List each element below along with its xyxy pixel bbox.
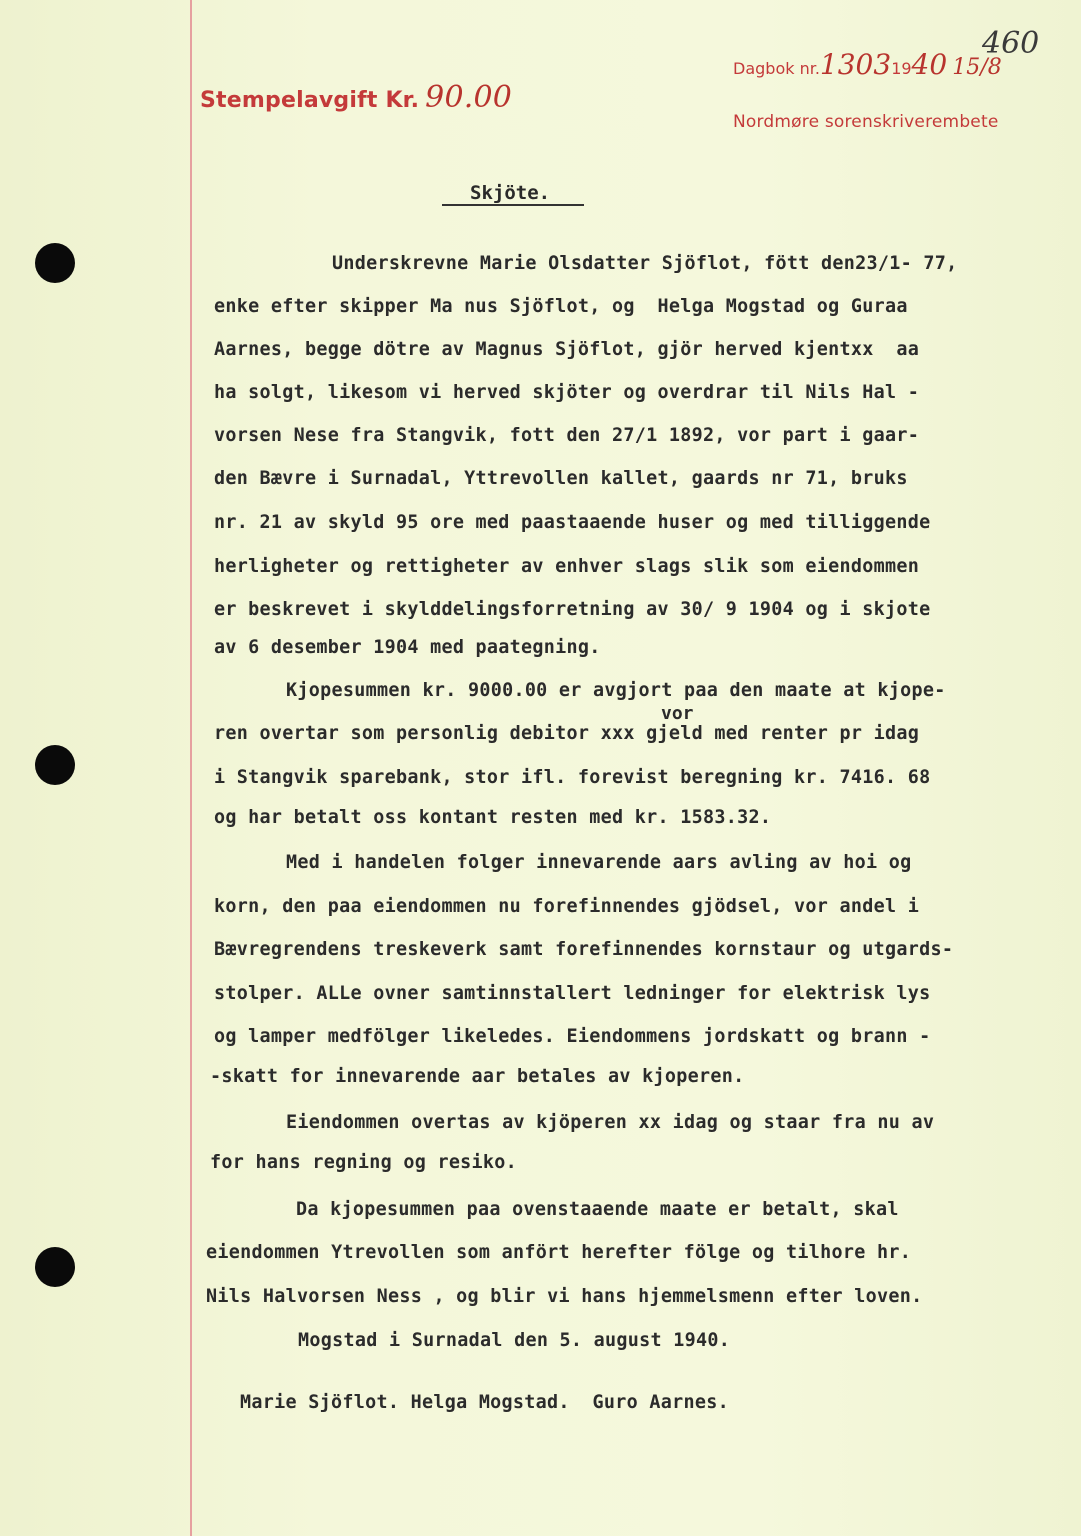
text-line: Kjopesummen kr. 9000.00 er avgjort paa den maate at kjope- [286, 680, 946, 701]
text-line: for hans regning og resiko. [210, 1152, 518, 1173]
stamp-dagbok [733, 48, 1002, 81]
punch-hole [35, 745, 75, 785]
interlinear-insert: vor [661, 703, 694, 724]
text-line: Da kjopesummen paa ovenstaaende maate er betalt, skal [296, 1199, 899, 1220]
stamp-fee-amount: 90.00 [425, 80, 513, 115]
stamp-dagbok-year: 40 [911, 48, 948, 81]
stamp-dagbok-year-prefix: 19 [891, 59, 912, 78]
text-line: Mogstad i Surnadal den 5. august 1940. [298, 1330, 731, 1351]
stamp-fee [200, 80, 512, 115]
document-title: Skjöte. [470, 182, 551, 204]
text-line: av 6 desember 1904 med paategning. [214, 637, 601, 658]
text-line: Eiendommen overtas av kjöperen xx idag og staar fra nu av [286, 1112, 935, 1133]
text-line: Bævregrendens treskeverk samt forefinnendes kornstaur og utgards- [214, 939, 954, 960]
text-line: er beskrevet i skylddelingsforretning av 30/ 9 1904 og i skjote [214, 599, 931, 620]
punch-hole [35, 243, 75, 283]
text-line: Underskrevne Marie Olsdatter Sjöflot, fött den23/1- 77, [332, 253, 958, 274]
margin-line [190, 0, 192, 1536]
text-line: Aarnes, begge dötre av Magnus Sjöflot, gjör herved kjentxx aa [214, 339, 920, 360]
text-line: og har betalt oss kontant resten med kr. 1583.32. [214, 807, 772, 828]
text-line: vorsen Nese fra Stangvik, fott den 27/1 1892, vor part i gaar- [214, 425, 920, 446]
text-line: eiendommen Ytrevollen som anfört herefter fölge og tilhore hr. [206, 1242, 912, 1263]
text-line: enke efter skipper Ma nus Sjöflot, og Helga Mogstad og Guraa [214, 296, 908, 317]
text-line: og lamper medfölger likeledes. Eiendommens jordskatt og brann - [214, 1026, 931, 1047]
text-line: Nils Halvorsen Ness , og blir vi hans hjemmelsmenn efter loven. [206, 1286, 923, 1307]
stamp-dagbok-date: 15/8 [952, 55, 1002, 80]
text-line: ren overtar som personlig debitor xxx gjeld med renter pr idag [214, 723, 920, 744]
title-underline [442, 204, 584, 206]
stamp-fee-label: Stempelavgift Kr. [200, 88, 420, 113]
text-line: stolper. ALLe ovner samtinnstallert ledninger for elektrisk lys [214, 983, 931, 1004]
text-line: korn, den paa eiendommen nu forefinnendes gjödsel, vor andel i [214, 896, 920, 917]
page-number: 460 [982, 26, 1040, 61]
text-line: ha solgt, likesom vi herved skjöter og overdrar til Nils Hal - [214, 382, 920, 403]
text-line: herligheter og rettigheter av enhver slags slik som eiendommen [214, 556, 920, 577]
text-line: -skatt for innevarende aar betales av kjoperen. [210, 1066, 745, 1087]
text-line: i Stangvik sparebank, stor ifl. forevist beregning kr. 7416. 68 [214, 767, 931, 788]
signature-line: Marie Sjöflot. Helga Mogstad. Guro Aarnes. [240, 1392, 729, 1413]
stamp-dagbok-label: Dagbok nr. [733, 59, 820, 78]
text-line: nr. 21 av skyld 95 ore med paastaaende huser og med tilliggende [214, 512, 931, 533]
stamp-dagbok-number: 1303 [819, 48, 892, 81]
text-line: den Bævre i Surnadal, Yttrevollen kallet, gaards nr 71, bruks [214, 468, 908, 489]
text-line: Med i handelen folger innevarende aars avling av hoi og [286, 852, 912, 873]
punch-hole [35, 1247, 75, 1287]
stamp-office: Nordmøre sorenskriverembete [733, 112, 999, 132]
